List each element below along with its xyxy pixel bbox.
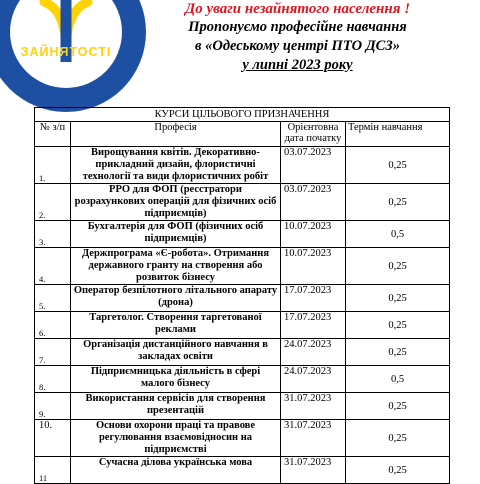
table-row (35, 339, 450, 366)
table-row (35, 221, 450, 248)
header-line-2: Пропонуємо професійне навчання (188, 19, 407, 35)
courses-table (34, 107, 450, 484)
table-row (35, 147, 450, 184)
row-number: 9. (35, 393, 71, 420)
row-start-date: 24.07.2023 (281, 366, 346, 393)
row-number: 10. (35, 420, 71, 457)
header-line-4: у липні 2023 року (242, 57, 353, 73)
row-profession: Таргетолог. Створення таргетованої реклами (71, 312, 281, 339)
table-row (35, 248, 450, 285)
table-caption: КУРСИ ЦІЛЬОВОГО ПРИЗНАЧЕННЯ (35, 108, 450, 122)
row-profession: Оператор безпілотного літального апарату (дрона) (71, 285, 281, 312)
row-profession: Основи охорони праці та правове регулювання взаємовідносин на підприємстві (71, 420, 281, 457)
table-row (35, 312, 450, 339)
row-profession: Організація дистанційного навчання в закладах освіти (71, 339, 281, 366)
row-duration: 0,5 (346, 366, 450, 393)
table-row (35, 285, 450, 312)
row-profession: Вирощування квітів. Декоративно-прикладний дизайн, флористичні технології та види флористичних робіт (71, 147, 281, 184)
row-start-date: 03.07.2023 (281, 184, 346, 221)
row-start-date: 03.07.2023 (281, 147, 346, 184)
row-start-date: 24.07.2023 (281, 339, 346, 366)
row-duration: 0,5 (346, 221, 450, 248)
column-header-profession: Професія (71, 122, 281, 147)
row-start-date: 10.07.2023 (281, 221, 346, 248)
row-duration: 0,25 (346, 457, 450, 484)
table-header-row (35, 122, 450, 147)
column-header-term: Термін навчання (346, 122, 450, 147)
row-duration: 0,25 (346, 147, 450, 184)
row-start-date: 17.07.2023 (281, 312, 346, 339)
row-duration: 0,25 (346, 393, 450, 420)
table-body (35, 147, 450, 484)
table-row (35, 457, 450, 484)
row-start-date: 17.07.2023 (281, 285, 346, 312)
row-start-date: 31.07.2023 (281, 457, 346, 484)
logo-text: ЗАЙНЯТОСТІ (20, 45, 112, 59)
header-line-3: в «Одеському центрі ПТО ДСЗ» (195, 38, 400, 54)
row-duration: 0,25 (346, 420, 450, 457)
row-duration: 0,25 (346, 339, 450, 366)
announcement-header (180, 0, 415, 75)
row-duration: 0,25 (346, 312, 450, 339)
row-number: 11 (35, 457, 71, 484)
row-number: 1. (35, 147, 71, 184)
row-profession: Підприємницька діяльність в сфері малого бізнесу (71, 366, 281, 393)
column-header-date: Орієнтовна дата початку (281, 122, 346, 147)
row-duration: 0,25 (346, 285, 450, 312)
employment-service-logo (0, 0, 146, 112)
row-profession: Бухгалтерія для ФОП (фізичних осіб підприємців) (71, 221, 281, 248)
row-profession: Сучасна ділова українська мова (71, 457, 281, 484)
table-row (35, 366, 450, 393)
row-number: 2. (35, 184, 71, 221)
row-start-date: 31.07.2023 (281, 420, 346, 457)
table-row (35, 393, 450, 420)
table-row (35, 420, 450, 457)
row-profession: Держпрограма «Є-робота». Отримання державного гранту на створення або розвиток бізнесу (71, 248, 281, 285)
table-row (35, 184, 450, 221)
row-duration: 0,25 (346, 184, 450, 221)
row-start-date: 31.07.2023 (281, 393, 346, 420)
row-number: 4. (35, 248, 71, 285)
row-start-date: 10.07.2023 (281, 248, 346, 285)
row-number: 7. (35, 339, 71, 366)
row-profession: Використання сервісів для створення презентацій (71, 393, 281, 420)
row-number: 6. (35, 312, 71, 339)
row-number: 8. (35, 366, 71, 393)
column-header-num: № з/п (35, 122, 71, 147)
row-number: 3. (35, 221, 71, 248)
row-duration: 0,25 (346, 248, 450, 285)
row-profession: РРО для ФОП (ресстратори розрахункових операцій для фізичних осіб підприємців) (71, 184, 281, 221)
header-line-1: До уваги незайнятого населення ! (184, 1, 411, 17)
table-caption-row (35, 108, 450, 122)
row-number: 5. (35, 285, 71, 312)
